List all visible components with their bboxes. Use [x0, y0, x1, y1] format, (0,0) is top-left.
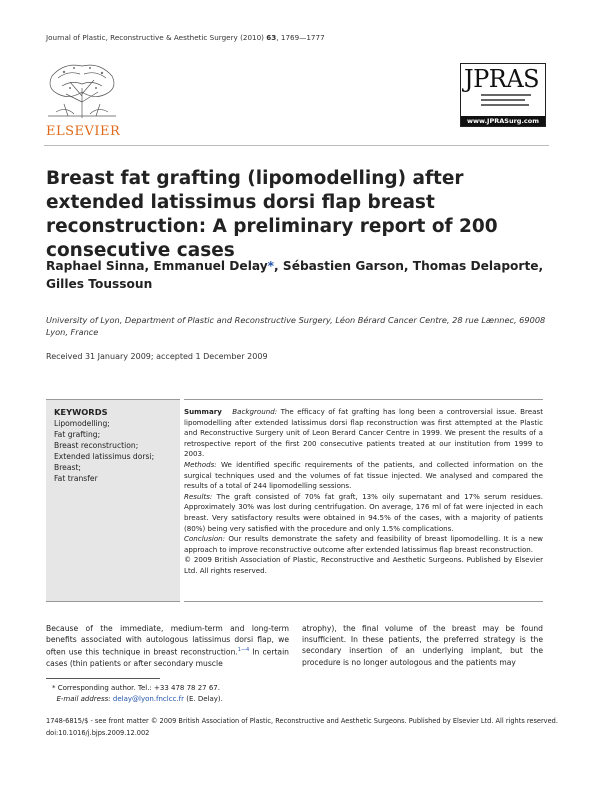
email-link[interactable]: delay@lyon.fnclcc.fr	[112, 695, 184, 703]
journal-volume: 63	[266, 33, 277, 42]
abstract-background	[184, 407, 543, 460]
keyword-item: Fat grafting;	[54, 430, 101, 439]
journal-pages: , 1769—1777	[276, 33, 325, 42]
body-col2-text: atrophy), the final volume of the breast may be found insufficient. In these patients, the preferred strategy is the secondary insertion of an underlying implant, but the procedure is no longer autologous and the patients may	[302, 624, 543, 667]
results-label: Results:	[184, 491, 213, 501]
affiliation: University of Lyon, Department of Plastic and Reconstructive Surgery, Léon Bérard Cancer Centre, 28 rue Lænnec, 69008 Lyon, France	[46, 315, 546, 337]
doi-line[interactable]: doi:10.1016/j.bjps.2009.12.002	[46, 729, 150, 737]
body-col1-text-b: In certain cases (thin patients or after secondary muscle	[46, 647, 290, 669]
conclusion-text: Our results demonstrate the safety and feasibility of breast lipomodelling. It is a new approach to improve reconstructive outcome after extended latissimus flap breast reconstruction.	[184, 534, 543, 554]
jpras-logo-url: www.JPRASurg.com	[461, 116, 545, 126]
email-label: E-mail address:	[56, 695, 111, 703]
abstract-methods	[184, 460, 543, 492]
keyword-item: Breast reconstruction;	[54, 441, 139, 450]
email-suffix: (E. Delay).	[184, 695, 223, 703]
jpras-logo	[460, 63, 546, 127]
abstract-box	[184, 399, 543, 602]
background-label: Background:	[232, 407, 278, 416]
body-col1-text-a: Because of the immediate, medium-term and long-term benefits associated with autologous latissimus dorsi flap, we often use this technique in breast reconstruction.	[46, 624, 289, 657]
elsevier-tree-logo	[44, 58, 120, 120]
abstract-results	[184, 492, 543, 534]
reference-link[interactable]: 1—4	[237, 647, 250, 654]
abstract-copyright: © 2009 British Association of Plastic, Reconstructive and Aesthetic Surgeons. Published by Elsevier Ltd. All rights reserved.	[184, 555, 543, 575]
header-rule	[44, 145, 549, 146]
keywords-heading: KEYWORDS	[54, 407, 108, 417]
keywords-box	[46, 399, 180, 602]
footnote	[52, 683, 352, 705]
corresponding-author-note: * Corresponding author. Tel.: +33 478 78 27 67.	[52, 684, 220, 692]
jpras-logo-title: JPRAS	[464, 65, 540, 93]
journal-citation-text: Journal of Plastic, Reconstructive & Aesthetic Surgery (2010)	[46, 33, 267, 42]
elsevier-wordmark: ELSEVIER	[46, 124, 121, 139]
background-text: The efficacy of fat grafting has long been a controversial issue. Breast lipomodelling after extended latissimus dorsi flap reconstruction was first attempted at the Plastic and Reconstructive Surgery unit of Leon Berard Cancer Centre in 1999. We present the results of a retrospective report of the first 200 consecutive patients treated at our institution from 1999 to 2003.	[184, 407, 543, 459]
methods-label: Methods:	[184, 459, 217, 469]
footnote-rule	[46, 678, 160, 679]
methods-text: We identified specific requirements of the patients, and collected information on the surgical techniques used and the volumes of fat tissue injected. We analysed and compared the results of a total of 244 lipomodelling sessions.	[184, 459, 543, 491]
keyword-item: Fat transfer	[54, 474, 98, 483]
keywords-list	[54, 418, 176, 484]
conclusion-label: Conclusion:	[184, 534, 226, 544]
keyword-item: Extended latissimus dorsi;	[54, 452, 155, 461]
journal-citation	[46, 33, 325, 42]
summary-label: Summary	[184, 407, 222, 416]
jpras-logo-subtitle-lines	[465, 93, 541, 111]
issn-line: 1748-6815/$ - see front matter © 2009 British Association of Plastic, Reconstructive and Aesthetic Surgeons. Published by Elsevier Ltd. All rights reserved.	[46, 717, 558, 725]
keyword-item: Breast;	[54, 463, 81, 472]
body-column-right	[302, 623, 543, 668]
body-column-left	[46, 623, 289, 669]
email-note	[52, 694, 352, 705]
keyword-item: Lipomodelling;	[54, 419, 110, 428]
authors-first: Raphael Sinna, Emmanuel Delay	[46, 259, 268, 273]
results-text: The graft consisted of 70% fat graft, 13% oily supernatant and 17% serum residues. Approximately 30% was lost during centrifugation. On average, 176 ml of fat were injected in each breast. Very satisfactory results were obtained in 94.5% of the cases, with a majority of patients (80%) being very satisfied with the procedure and only 1.5% complications.	[184, 491, 543, 533]
article-authors	[46, 257, 546, 293]
received-dates: Received 31 January 2009; accepted 1 December 2009	[46, 352, 268, 361]
issn-block	[46, 715, 558, 739]
abstract-conclusion	[184, 534, 543, 555]
corresponding-author-mark[interactable]: *	[267, 259, 275, 273]
article-title: Breast fat grafting (lipomodelling) after extended latissimus dorsi flap breast reconstruction: A preliminary report of 200 consecutive cases	[46, 168, 498, 261]
authors-rest: , Sébastien Garson, Thomas Delaporte, Gilles Toussoun	[46, 259, 544, 291]
